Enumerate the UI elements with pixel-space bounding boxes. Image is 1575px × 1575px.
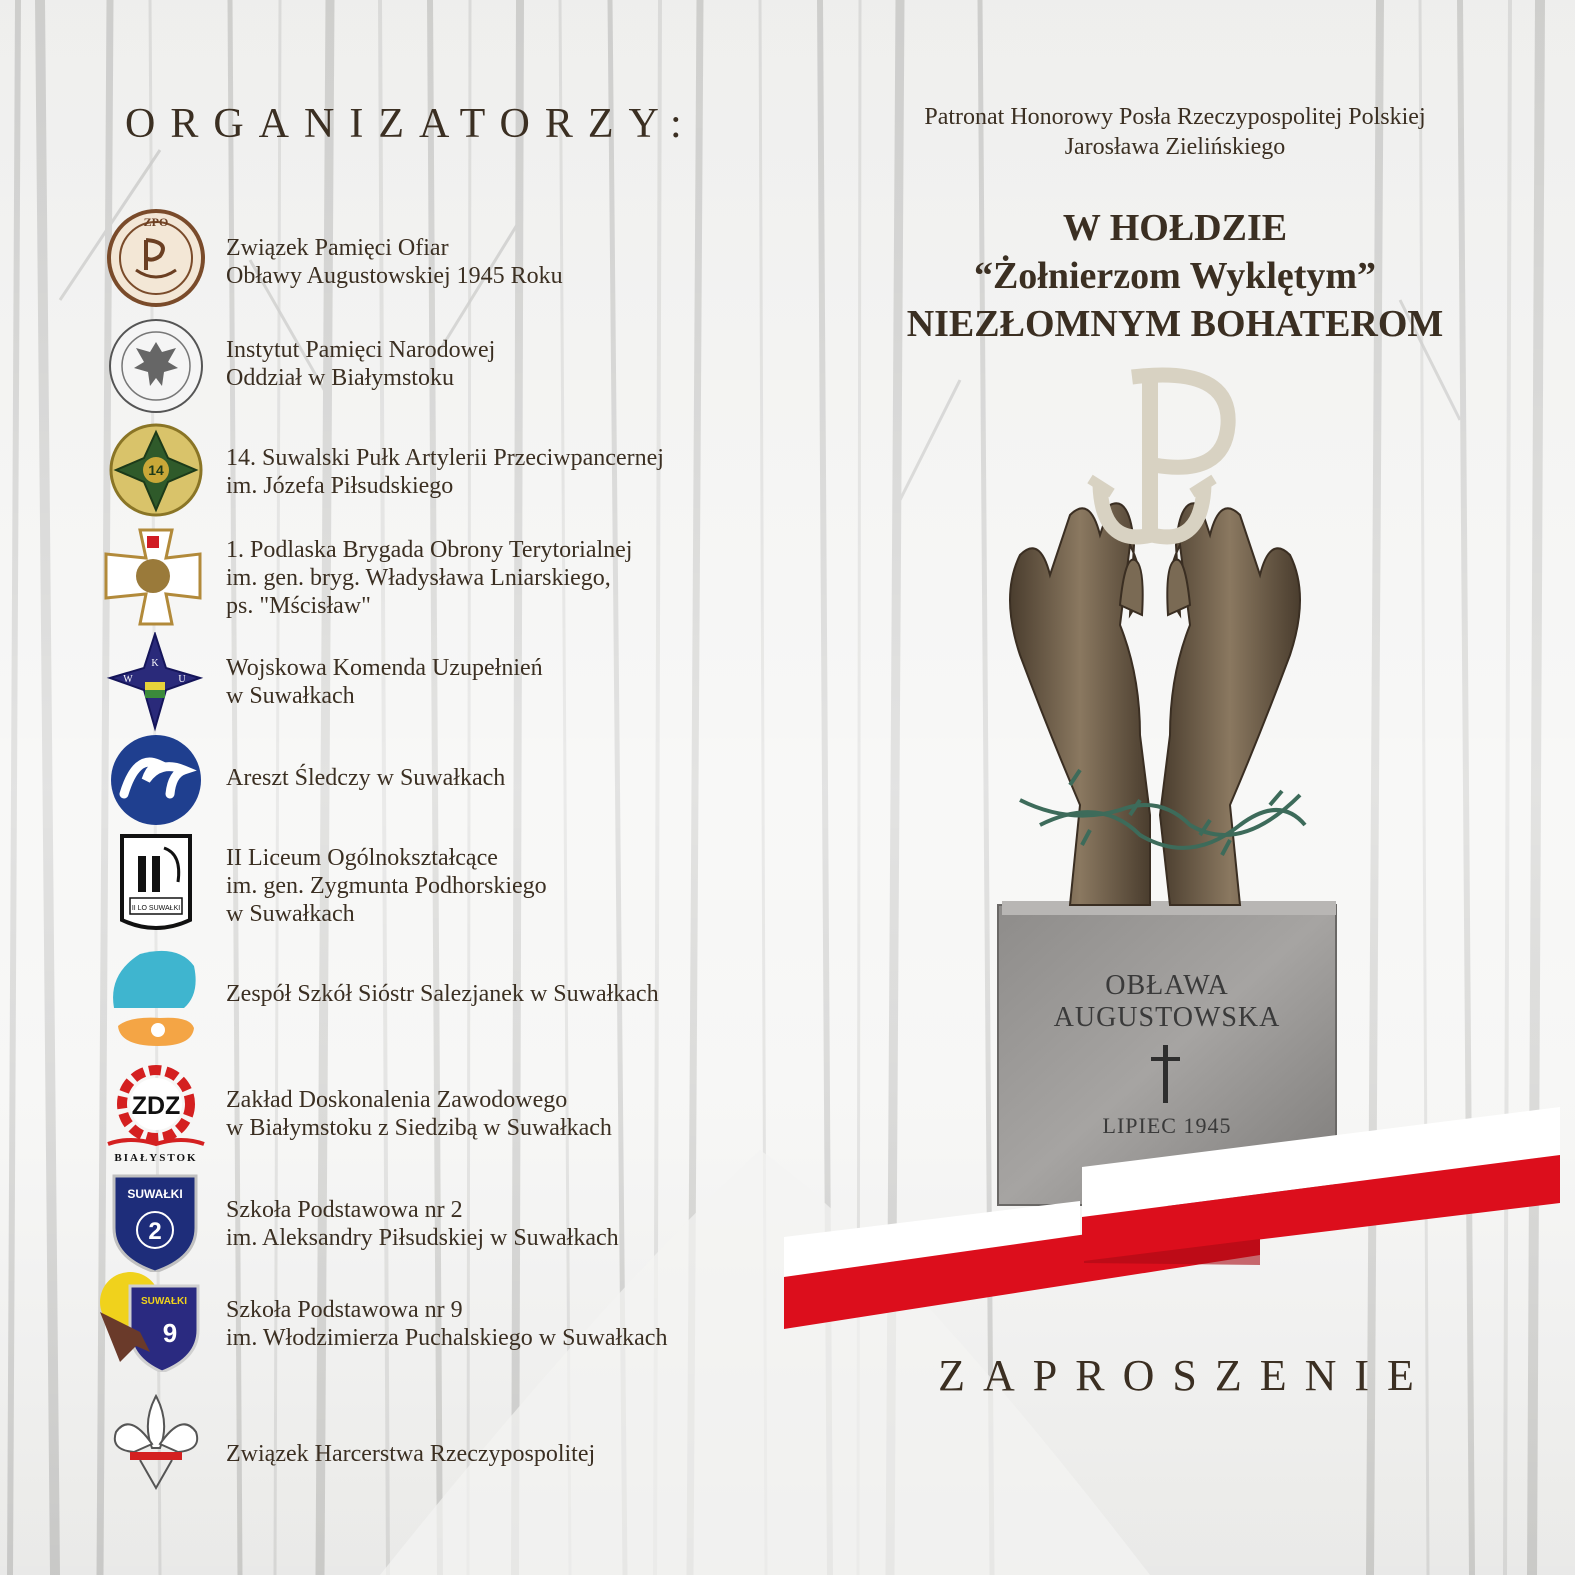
- main-title: W HOŁDZIE “Żołnierzom Wyklętym” NIEZŁOMNYM BOHATEROM: [906, 207, 1444, 345]
- sp9-eagle-shield-icon: [100, 1272, 210, 1372]
- plinth-inscription: OBŁAWA AUGUSTOWSKA: [1053, 970, 1281, 1033]
- svg-text:2: 2: [148, 1218, 162, 1245]
- organizer-name: Związek Harcerstwa Rzeczypospolitej: [226, 1441, 596, 1467]
- organizer-name: Szkoła Podstawowa nr 9 im. Włodzimierza Puchalskiego w Suwałkach: [226, 1297, 668, 1351]
- svg-text:14: 14: [148, 462, 164, 478]
- zdz-gear-icon: [100, 1064, 210, 1164]
- ii-lo-shield-icon: [100, 834, 210, 934]
- wku-star-icon: [100, 632, 210, 732]
- organizer-name: 14. Suwalski Pułk Artylerii Przeciwpancernej im. Józefa Piłsudskiego: [226, 445, 664, 499]
- svg-text:BIAŁYSTOK: BIAŁYSTOK: [114, 1152, 198, 1164]
- scout-lily-icon: [100, 1392, 210, 1492]
- organizer-name: Wojskowa Komenda Uzupełnień w Suwałkach: [226, 655, 543, 709]
- organizer-name: Areszt Śledczy w Suwałkach: [226, 765, 506, 791]
- monument-illustration: [770, 355, 1575, 1355]
- ipn-eagle-icon: [100, 318, 210, 418]
- svg-text:II LO SUWAŁKI: II LO SUWAŁKI: [131, 905, 181, 912]
- organizers-column: [0, 0, 760, 1575]
- organizer-name: Szkoła Podstawowa nr 2 im. Aleksandry Piłsudskiej w Suwałkach: [226, 1197, 619, 1251]
- svg-text:SUWAŁKI: SUWAŁKI: [127, 1187, 183, 1201]
- organizers-heading: ORGANIZATORZY:: [125, 101, 697, 147]
- invitation-heading: ZAPROSZENIE: [938, 1351, 1432, 1400]
- organizer-name: Związek Pamięci Ofiar Obławy Augustowskiej 1945 Roku: [226, 235, 563, 289]
- svg-text:SUWAŁKI: SUWAŁKI: [140, 1296, 188, 1307]
- prison-service-icon: [100, 734, 210, 834]
- organizer-name: Zakład Doskonalenia Zawodowego w Białymstoku z Siedzibą w Suwałkach: [226, 1087, 612, 1141]
- organizer-name: Instytut Pamięci Narodowej Oddział w Białymstoku: [226, 337, 496, 391]
- honorary-patronage: Patronat Honorowy Posła Rzeczypospolitej Polskiej Jarosława Zielińskiego: [924, 104, 1426, 160]
- invitation-cover: [770, 0, 1575, 1575]
- zpo-emblem-icon: [100, 208, 210, 308]
- svg-text:ZDZ: ZDZ: [131, 1092, 181, 1120]
- monument-sculpture: [770, 355, 1575, 1355]
- plinth-date: LIPIEC 1945: [1102, 1113, 1232, 1138]
- organizer-name: II Liceum Ogólnokształcące im. gen. Zygmunta Podhorskiego w Suwałkach: [226, 845, 547, 927]
- organizer-name: 1. Podlaska Brygada Obrony Terytorialnej im. gen. bryg. Władysława Lniarskiego, ps. "Mścisław": [226, 537, 633, 619]
- territorial-brigade-cross-icon: [100, 528, 210, 628]
- salesian-school-icon: [100, 946, 210, 1046]
- kotwica-anchor-icon: [1090, 375, 1228, 537]
- organizer-name: Zespół Szkół Sióstr Salezjanek w Suwałkach: [226, 981, 659, 1007]
- sp2-shield-icon: [100, 1172, 210, 1272]
- svg-text:U: U: [178, 674, 186, 685]
- svg-text:K: K: [151, 658, 159, 669]
- svg-text:9: 9: [162, 1318, 178, 1348]
- artillery-regiment-badge-icon: [100, 422, 210, 522]
- svg-text:W: W: [123, 674, 133, 685]
- svg-text:ZPO: ZPO: [143, 215, 169, 229]
